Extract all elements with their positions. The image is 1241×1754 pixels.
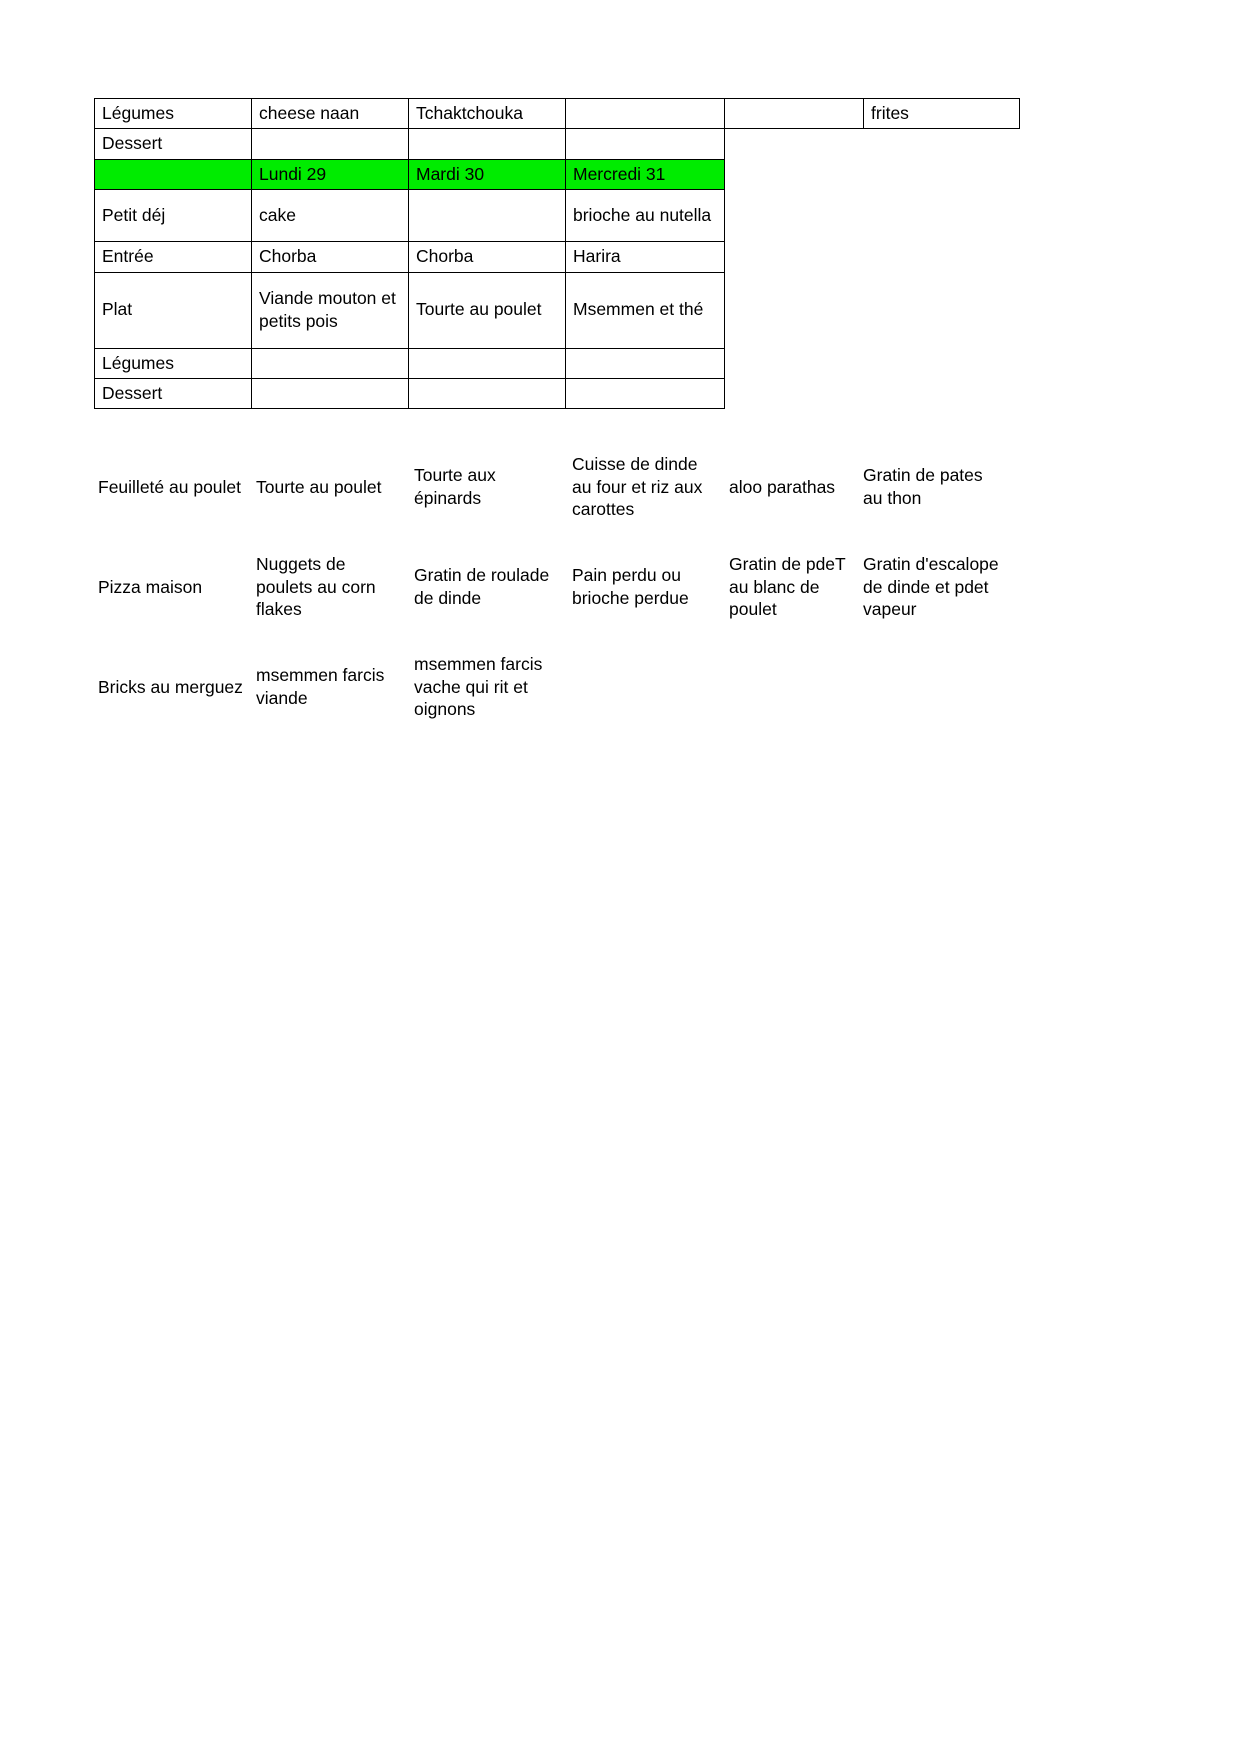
dish-cell [859,637,1011,737]
table-cell [566,348,725,378]
dish-cell: Tourte aux épinards [414,465,496,508]
table-cell: Viande mouton et petits pois [252,272,409,348]
table-cell-empty [725,348,864,378]
day-header-cell: Mercredi 31 [566,159,725,189]
table-cell [409,190,566,242]
table-cell: Plat [95,272,252,348]
table-cell: Msemmen et thé [566,272,725,348]
table-cell [252,348,409,378]
table-cell: Harira [566,242,725,272]
table-cell-empty [864,378,1020,408]
table-cell-empty [725,159,864,189]
dish-cell: Cuisse de dinde au four et riz aux carottes [572,453,703,520]
dish-cell: Gratin d'escalope de dinde et pdet vapeur [863,553,999,620]
table-cell [566,129,725,159]
list-row [94,637,1011,737]
table-cell [252,378,409,408]
table-row [95,272,1020,348]
dish-cell: Gratin de pdeT au blanc de poulet [729,553,846,620]
table-row [95,348,1020,378]
dish-cell: Nuggets de poulets au corn flakes [256,553,376,620]
table-cell-empty [864,129,1020,159]
dish-cell: msemmen farcis viande [256,665,385,708]
day-header-cell: Lundi 29 [252,159,409,189]
table-cell-empty [864,272,1020,348]
table-cell-empty [725,272,864,348]
dish-cell: Tourte au poulet [256,476,382,497]
table-cell-empty [864,242,1020,272]
day-header-cell: Mardi 30 [409,159,566,189]
list-row [94,537,1011,637]
table-cell-empty [725,129,864,159]
dish-cell: Feuilleté au poulet [98,476,242,497]
table-cell [252,129,409,159]
table-row [95,378,1020,408]
table-cell [409,348,566,378]
dish-cell: Bricks au merguez [98,676,243,697]
table-cell: Tourte au poulet [409,272,566,348]
dish-cell: Pizza maison [98,576,203,597]
table-row-days [95,159,1020,189]
table-cell: cake [252,190,409,242]
table-cell: Légumes [95,99,252,129]
table-cell-empty [864,348,1020,378]
table-cell: Chorba [409,242,566,272]
table-cell [566,99,725,129]
table-cell-empty [864,159,1020,189]
table-cell: Chorba [252,242,409,272]
dish-suggestions-table [94,437,1011,737]
table-row [95,99,1020,129]
table-cell-empty [725,242,864,272]
menu-table-body [95,99,1020,409]
table-cell: Légumes [95,348,252,378]
weekly-menu-table [94,98,1020,409]
table-row [95,190,1020,242]
table-cell [409,378,566,408]
table-cell [409,129,566,159]
dish-list-body [94,437,1011,737]
dish-cell: Gratin de pates au thon [863,465,983,508]
table-row [95,129,1020,159]
table-cell-empty [725,378,864,408]
dish-cell: Pain perdu ou brioche perdue [572,565,689,608]
list-row [94,437,1011,537]
table-cell: Tchaktchouka [409,99,566,129]
day-header-cell [95,159,252,189]
table-cell: Entrée [95,242,252,272]
table-row [95,242,1020,272]
table-cell: frites [864,99,1020,129]
dish-cell [568,637,725,737]
table-cell-empty [725,190,864,242]
table-cell: cheese naan [252,99,409,129]
table-cell: brioche au nutella [566,190,725,242]
table-cell [725,99,864,129]
dish-cell: Gratin de roulade de dinde [414,565,550,608]
table-cell: Petit déj [95,190,252,242]
table-cell-empty [864,190,1020,242]
table-cell [566,378,725,408]
dish-cell [725,637,859,737]
table-cell: Dessert [95,129,252,159]
table-cell: Dessert [95,378,252,408]
dish-cell: aloo parathas [729,476,836,497]
dish-cell: msemmen farcis vache qui rit et oignons [414,653,543,720]
